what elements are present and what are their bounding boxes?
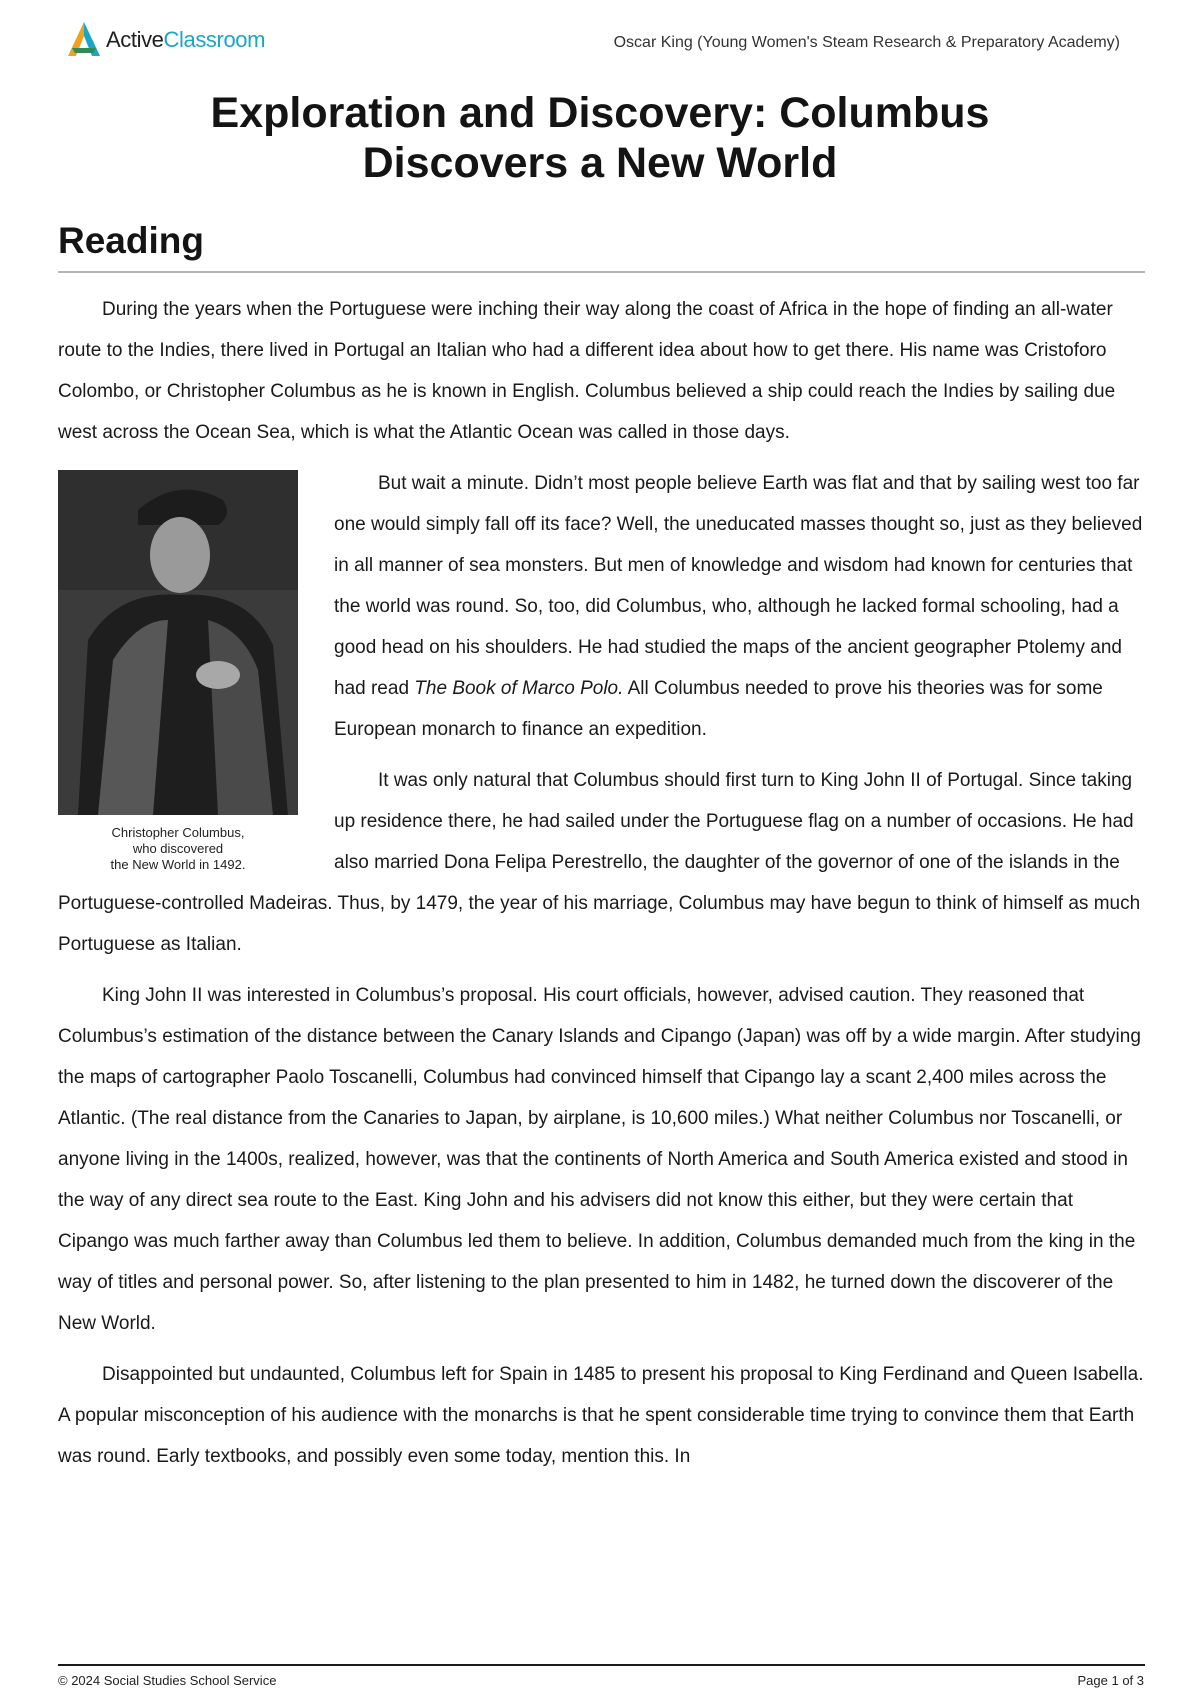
footer-copyright: © 2024 Social Studies School Service — [58, 1673, 277, 1688]
paragraph-4: King John II was interested in Columbus’s proposal. His court officials, however, advised caution. They reasoned that Columbus’s estimation of the distance between the Canary Islands and Cipango (Japan) was off by a wide margin. After studying the maps of cartographer Paolo Toscanelli, Columbus had convinced himself that Cipango lay a scant 2,400 miles across the Atlantic. (The real distance from the Canaries to Japan, by airplane, is 10,600 miles.) What neither Columbus nor Toscanelli, or anyone living in the 1400s, realized, however, was that the continents of North America and South America existed and stood in the way of any direct sea route to the East. King John and his advisers did not know this either, but they were certain that Cipango was much farther away than Columbus led them to believe. In addition, Columbus demanded much from the king in the way of titles and personal power. So, after listening to the plan presented to him in 1482, he turned down the discoverer of the New World. — [58, 985, 1141, 1334]
caption-line-2: who discovered — [132, 841, 224, 856]
logo-word-classroom: Classroom — [163, 27, 266, 52]
reading-body — [58, 289, 1148, 1487]
section-heading-reading: Reading — [58, 220, 204, 261]
title-line-1: Exploration and Discovery: Columbus — [210, 89, 990, 137]
footer-divider — [58, 1664, 1145, 1666]
figure-caption — [58, 825, 298, 873]
school-name: Oscar King (Young Women's Steam Research & Preparatory Academy) — [613, 34, 1120, 51]
caption-line-1: Christopher Columbus, — [111, 825, 245, 840]
page-title — [0, 88, 1200, 188]
title-line-2: Discovers a New World — [362, 139, 838, 187]
caption-line-3: the New World in 1492. — [110, 857, 246, 872]
columbus-figure — [58, 470, 298, 873]
paragraph-2-text-b: All Columbus needed to prove his theories was for some European monarch to finance an expedition. — [334, 678, 1103, 740]
footer-page-number: Page 1 of 3 — [1077, 1673, 1144, 1688]
logo-word-active: Active — [106, 27, 164, 52]
paragraph-1 — [58, 289, 1148, 453]
paragraph-3: It was only natural that Columbus should first turn to King John II of Portugal. Since taking up residence there, he had sailed under the Portuguese flag on a number of occasions. He had also married Dona Felipa Perestrello, the daughter of the governor of one of the islands in the Portuguese-controlled Madeiras. Thus, by 1479, the year of his marriage, Columbus may have begun to think of himself as much Portuguese as Italian. — [58, 770, 1141, 955]
activeclassroom-logo[interactable] — [66, 20, 265, 60]
paragraph-5: Disappointed but undaunted, Columbus left for Spain in 1485 to present his proposal to King Ferdinand and Queen Isabella. A popular misconception of his audience with the monarchs is that he spent considerable time trying to convince them that Earth was round. Early textbooks, and possibly even some today, mention this. In — [58, 1364, 1144, 1467]
activeclassroom-logo-icon — [66, 20, 102, 60]
book-title: The Book of Marco Polo. — [414, 678, 624, 699]
page-header — [0, 0, 1200, 80]
paragraph-2-text-a: But wait a minute. Didn’t most people believe Earth was flat and that by sailing west too far one would simply fall off its face? Well, the uneducated masses thought so, just as they believed in all manner of sea monsters. But men of knowledge and wisdom had known for centuries that the world was round. So, too, did Columbus, who, although he lacked formal schooling, had a good head on his shoulders. He had studied the maps of the ancient geographer Ptolemy and had read — [334, 473, 1143, 699]
paragraph-1-text: During the years when the Portuguese were inching their way along the coast of Africa in the hope of finding an all-water route to the Indies, there lived in Portugal an Italian who had a different idea about how to get there. His name was Cristoforo Colombo, or Christopher Columbus as he is known in English. Columbus believed a ship could reach the Indies by sailing due west across the Ocean Sea, which is what the Atlantic Ocean was called in those days. — [58, 299, 1116, 443]
section-divider — [58, 271, 1145, 273]
portrait-image — [58, 470, 298, 815]
